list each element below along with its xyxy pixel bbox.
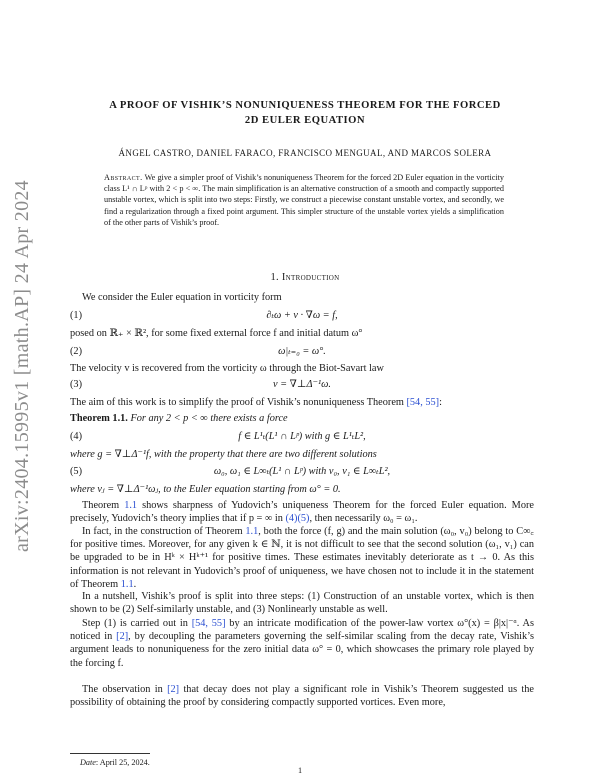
posed-line: posed on ℝ₊ × ℝ², for some fixed external force f and initial datum ω° xyxy=(70,328,363,339)
text: , both the force (f, g) and the main solution (ω₀, v₀) belong to C∞꜀ for positive times. Moreover, for any given k ∈ ℕ, it is not difficult to see that the second solution (ω₁, v₁) can be upgraded to be in Hᵏ × Hᵏ⁺¹ for positive times. These estimates inevitably deteriorate as t → 0. As this information is not relevant in Yudovich’s proof of uniqueness, we have chosen not to include it in the statement of Theorem xyxy=(70,526,534,590)
text: , then necessarily ω₀ = ω₁. xyxy=(309,513,418,525)
text: Step (1) is carried out in xyxy=(82,618,192,629)
date-label: Date xyxy=(80,758,96,767)
abstract xyxy=(104,172,504,228)
aim-text: The aim of this work is to simplify the proof of Vishik’s nonuniqueness Theorem xyxy=(70,397,407,408)
section-heading: 1. Introduction xyxy=(270,272,340,283)
theorem-link[interactable]: 1.1 xyxy=(120,578,134,590)
equation-number: (4) xyxy=(70,431,83,442)
abstract-text: We give a simpler proof of Vishik’s nonuniqueness Theorem for the forced 2D Euler equation in the vorticity class L¹ ∩ Lᵖ with 2 < p < ∞. The main simplification is an alternative construction of a smooth and compactly supported unstable vortex, which is split into two steps: Firstly, we construct a piecewise constant unstable vortex, and secondly, we find a regularization through a fixed point argument. This simpler structure of the unstable vortex yields a simplification of the other parts of Vishik’s proof. xyxy=(104,173,504,227)
theorem-end: where vⱼ = ∇⊥Δ⁻¹ωⱼ, to the Euler equation starting from ω° = 0. xyxy=(70,484,341,495)
intro-line: We consider the Euler equation in vorticity form xyxy=(82,292,282,303)
equation-body: v = ∇⊥Δ⁻¹ω. xyxy=(273,379,331,390)
paragraph-nutshell: In a nutshell, Vishik’s proof is split into three steps: (1) Construction of an unstable vortex, which is then shown to be (2) Self-similarly unstable, and (3) Nonlinearly unstable as well. xyxy=(70,591,534,616)
equation-number: (5) xyxy=(70,466,83,477)
paper-title xyxy=(70,98,540,128)
equation-number: (3) xyxy=(70,379,83,390)
text: The observation in xyxy=(82,684,168,695)
page-number: 1 xyxy=(297,766,303,775)
author-list: ÁNGEL CASTRO, DANIEL FARACO, FRANCISCO MENGUAL, AND MARCOS SOLERA xyxy=(118,148,492,158)
theorem-text: For any 2 < p < ∞ there exists a force xyxy=(130,413,288,424)
paragraph-observation xyxy=(70,683,534,709)
equation-number: (2) xyxy=(70,346,83,357)
citation-link[interactable]: [2] xyxy=(167,684,180,695)
text: . xyxy=(133,578,137,590)
citation-link[interactable]: [2] xyxy=(116,631,129,643)
arxiv-identifier[interactable]: arXiv:2404.15995v1 [math.AP] 24 Apr 2024 xyxy=(11,180,33,552)
text: Theorem xyxy=(82,500,125,511)
equation-body: ω|ₜ₌₀ = ω°. xyxy=(278,346,326,357)
paragraph-step-one xyxy=(70,617,534,670)
paragraph-construction xyxy=(70,525,534,591)
equation-number: (1) xyxy=(70,310,83,321)
velocity-line: The velocity v is recovered from the vorticity ω through the Biot-Savart law xyxy=(70,363,384,374)
aim-line xyxy=(70,396,534,409)
text: shows sharpness of Yudovich’s uniqueness Theorem for the forced Euler equation. More precisely, Yudovich’s theory implies that if p = ∞ in xyxy=(70,500,534,525)
text: that decay does not play a significant role in Vishik’s Theorem suggested us the possibility of obtaining the proof by considering compactly supported vortices. Even more, xyxy=(70,684,535,709)
theorem-middle: where g = ∇⊥Δ⁻¹f, with the property that there are two different solutions xyxy=(70,449,377,460)
equation-body: ω₀, ω₁ ∈ L∞ₜ(L¹ ∩ Lᵖ) with v₀, v₁ ∈ L∞ₜL², xyxy=(213,466,391,477)
title-line-1: A PROOF OF VISHIK’S NONUNIQUENESS THEOREM FOR THE FORCED xyxy=(109,100,501,111)
text: In fact, in the construction of Theorem xyxy=(82,526,246,537)
equation-body: ∂ₜω + v · ∇ω = f, xyxy=(266,310,338,321)
citation-link[interactable]: [54, 55] xyxy=(191,618,226,629)
date-text: : April 25, 2024. xyxy=(95,758,150,767)
theorem-link[interactable]: 1.1 xyxy=(245,526,259,537)
title-line-2: 2D EULER EQUATION xyxy=(244,115,366,126)
text: by an intricate modification of the power-law vortex ω°(x) = β|x|⁻ᵅ. As noticed in xyxy=(70,618,535,643)
aim-end: : xyxy=(439,397,442,408)
equation-link[interactable]: (4)(5) xyxy=(285,513,310,525)
equation-body: f ∈ L¹ₜ(L¹ ∩ Lᵖ) with g ∈ L¹ₜL², xyxy=(238,431,366,442)
text: , by decoupling the parameters governing the self-similar scaling from the decay rate, Vishik’s argument leads to nonuniqueness for the zero initial data ω° = 0, which showcases the primary role played by the forcing f. xyxy=(70,631,534,669)
theorem-statement xyxy=(70,412,534,425)
theorem-label: Theorem 1.1. xyxy=(70,413,128,424)
abstract-label: Abstract. xyxy=(104,173,143,182)
footnote-date xyxy=(80,758,150,767)
theorem-link[interactable]: 1.1 xyxy=(124,500,138,511)
paragraph-sharpness xyxy=(70,499,534,525)
footnote-rule xyxy=(70,753,150,754)
citation-link[interactable]: [54, 55] xyxy=(406,397,440,408)
